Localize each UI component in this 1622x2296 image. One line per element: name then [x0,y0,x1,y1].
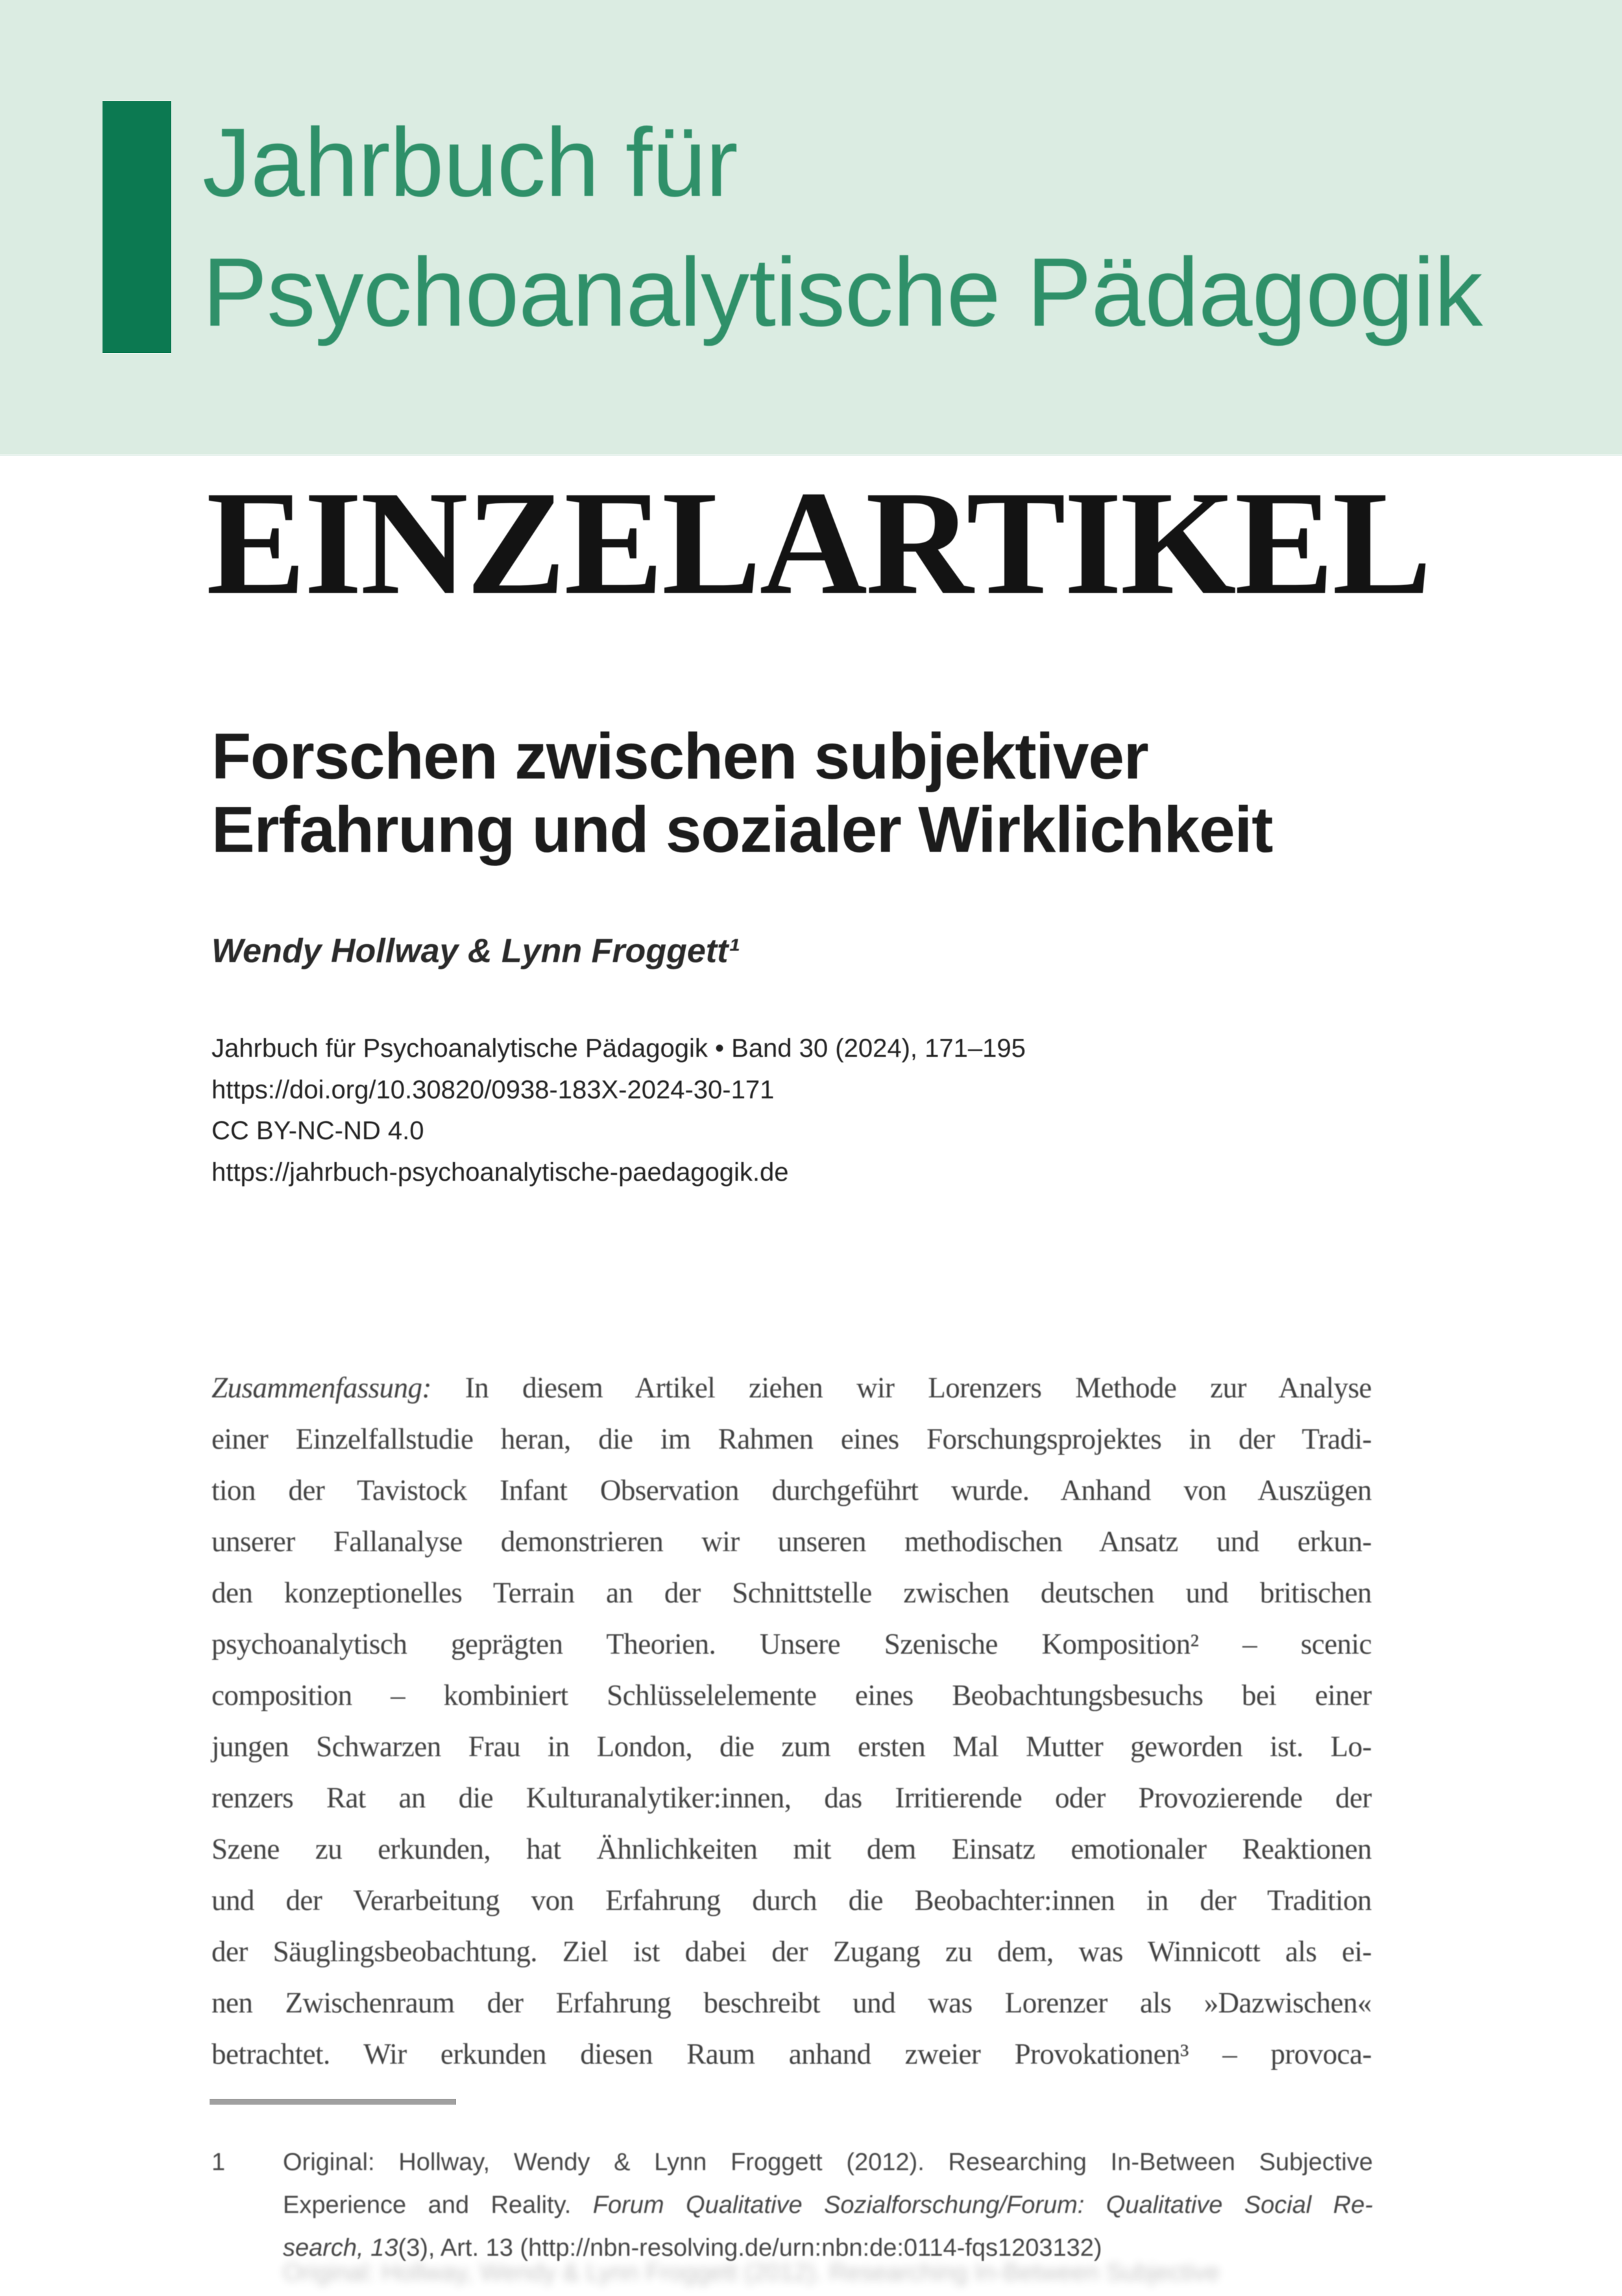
authors-line: Wendy Hollway & Lynn Froggett¹ [212,932,740,970]
footnote-line [283,2184,1373,2227]
article-title-line1: Forschen zwischen subjektiver [212,720,1148,793]
abstract-line: renzers Rat an die Kulturanalytiker:innen, das Irritierende oder Provozierende der [212,1782,1372,1814]
abstract-line: der Säuglingsbeobachtung. Ziel ist dabei der Zugang zu dem, was Winnicott als ei- [212,1935,1372,1968]
footnote-marker: 1 [212,2149,226,2176]
abstract-line: jungen Schwarzen Frau in London, die zum ersten Mal Mutter geworden ist. Lo- [212,1730,1372,1763]
footnote-journal-name: Forum Qualitative Sozialforschung/Forum: Qualitative Social Re- [592,2192,1373,2219]
abstract-label: Zusammenfassung: [212,1372,431,1404]
abstract-line: Szene zu erkunden, hat Ähnlichkeiten mit dem Einsatz emotionaler Reaktionen [212,1833,1372,1865]
journal-title [202,97,1483,357]
abstract-line: und der Verarbeitung von Erfahrung durch die Beobachter:innen in der Tradition [212,1884,1372,1916]
footnote-url[interactable]: (3), Art. 13 (http://nbn-resolving.de/urn:nbn:de:0114-fqs1203132) [398,2234,1102,2262]
abstract-line: betrachtet. Wir erkunden diesen Raum anhand zweier Provokationen³ – provoca- [212,2038,1372,2070]
abstract-line: den konzeptionelles Terrain an der Schnittstelle zwischen deutschen und britischen [212,1577,1372,1609]
pub-info-citation: Jahrbuch für Psychoanalytische Pädagogik • Band 30 (2024), 171–195 [212,1034,1026,1063]
journal-url-link[interactable]: https://jahrbuch-psychoanalytische-paedagogik.de [212,1157,789,1187]
abstract-line: nen Zwischenraum der Erfahrung beschreibt und was Lorenzer als »Dazwischen« [212,1987,1372,2019]
journal-title-line1: Jahrbuch für [202,108,738,217]
footnote-line: Original: Hollway, Wendy & Lynn Froggett (2012). Researching In-Between Subjective [283,2149,1373,2176]
footnote-journal-name: search, 13 [283,2234,398,2262]
ghost-scan-artifact: Original: Hollway, Wendy & Lynn Froggett (2012). Researching In-Between Subjective [283,2259,1220,2286]
abstract-line [212,1362,1372,1414]
abstract-paragraph [212,1362,1372,2080]
section-heading: EINZELARTIKEL [206,460,1431,625]
abstract-line: unserer Fallanalyse demonstrieren wir unseren methodischen Ansatz und erkun- [212,1525,1372,1558]
abstract-line: einer Einzelfallstudie heran, die im Rahmen eines Forschungsprojektes in der Tradi- [212,1423,1372,1455]
journal-header [0,0,1622,456]
article-title-line2: Erfahrung und sozialer Wirklichkeit [212,793,1273,866]
license-label: CC BY-NC-ND 4.0 [212,1117,424,1145]
abstract-line: psychoanalytisch geprägten Theorien. Unsere Szenische Komposition² – scenic [212,1628,1372,1660]
abstract-line-text: In diesem Artikel ziehen wir Lorenzers Methode zur Analyse [465,1372,1372,1404]
footnote-text [283,2141,1373,2269]
header-accent-bar [103,101,171,353]
journal-title-line2: Psychoanalytische Pädagogik [202,237,1483,346]
publication-info [212,1028,1026,1193]
abstract-line: composition – kombiniert Schlüsselelemente eines Beobachtungsbesuchs bei einer [212,1679,1372,1711]
abstract-line: tion der Tavistock Infant Observation durchgeführt wurde. Anhand von Auszügen [212,1474,1372,1506]
footnote-block [212,2141,1373,2269]
footnote-separator [210,2099,456,2105]
article-title [212,720,1272,867]
doi-link[interactable]: https://doi.org/10.30820/0938-183X-2024-30-171 [212,1075,775,1104]
footnote-line-text: Experience and Reality. [283,2192,593,2219]
